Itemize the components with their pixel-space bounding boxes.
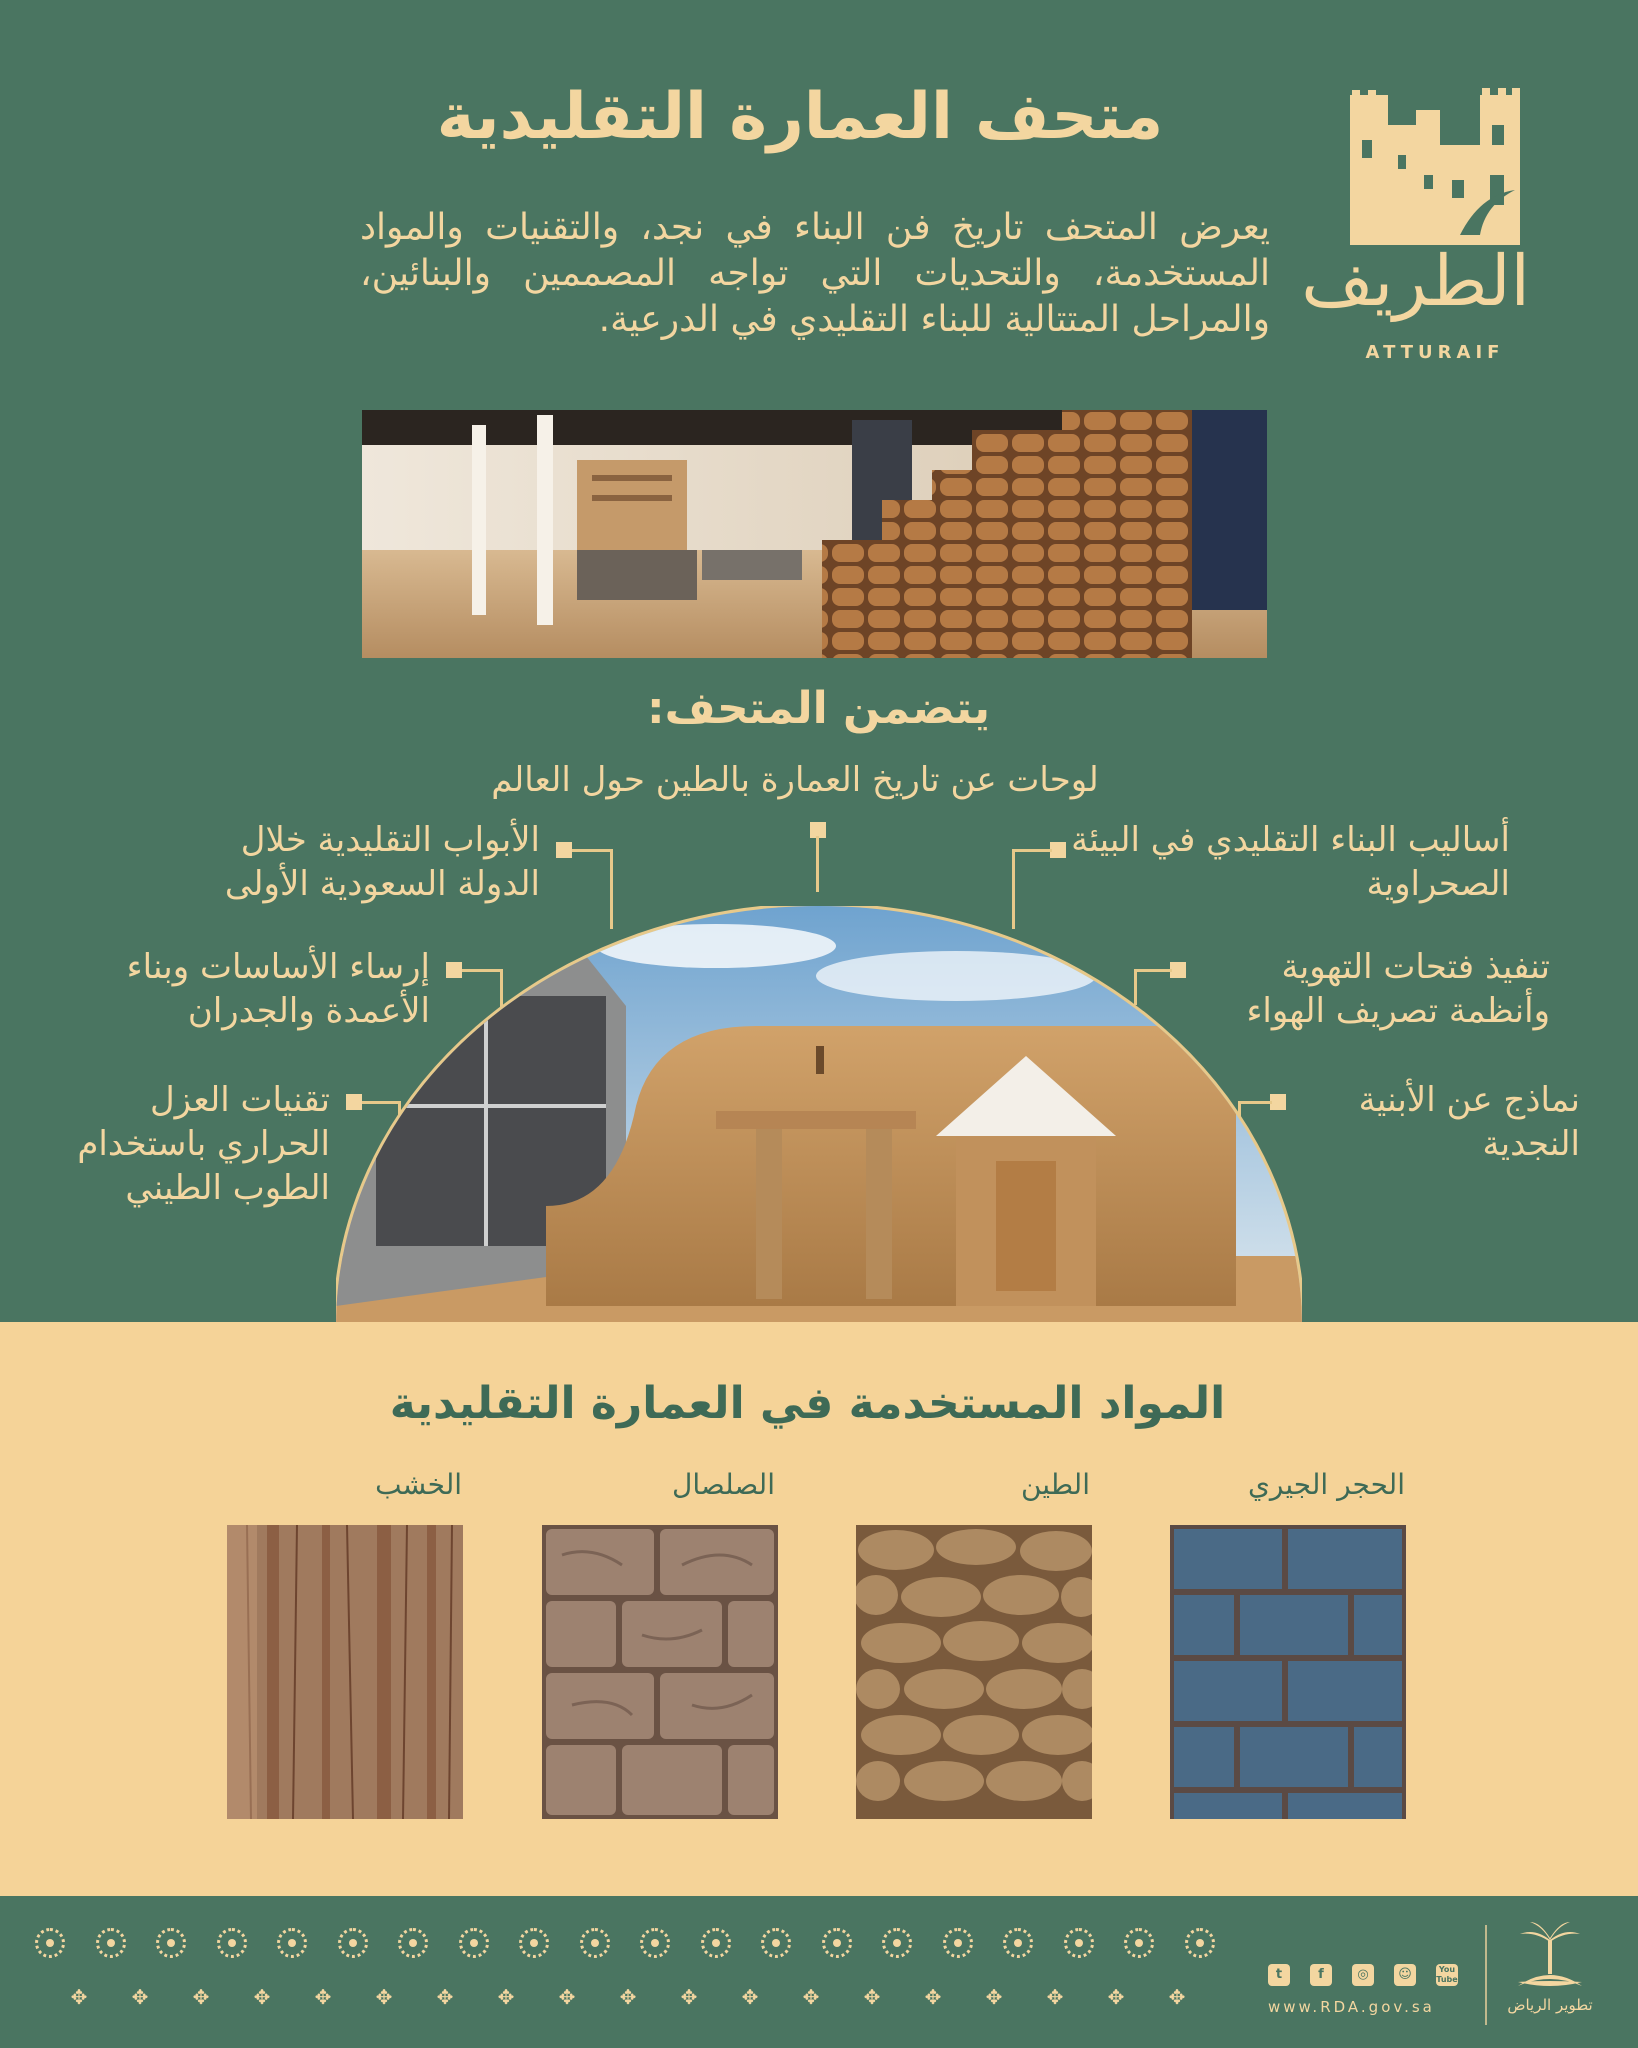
footer-pattern-row-1: [35, 1928, 1215, 1958]
diamond-icon: ✥: [192, 1985, 210, 2009]
material-label-limestone: الحجر الجيري: [1247, 1468, 1405, 1501]
feature-ventilation: تنفيذ فتحات التهوية وأنظمة تصريف الهواء: [1246, 947, 1550, 1031]
rosette-icon: [96, 1928, 126, 1958]
facebook-icon[interactable]: f: [1310, 1964, 1332, 1986]
diamond-icon: ✥: [1168, 1985, 1186, 2009]
rosette-icon: [519, 1928, 549, 1958]
rosette-icon: [398, 1928, 428, 1958]
feature-traditional-doors: الأبواب التقليدية خلال الدولة السعودية الأولى: [224, 820, 540, 904]
rosette-icon: [156, 1928, 186, 1958]
includes-heading: يتضمن المتحف:: [646, 683, 990, 734]
diamond-icon: ✥: [70, 1985, 88, 2009]
rda-name: تطوير الرياض: [1507, 1996, 1593, 2014]
clay-texture-icon: [542, 1525, 778, 1819]
rosette-icon: [338, 1928, 368, 1958]
rosette-icon: [822, 1928, 852, 1958]
rosette-icon: [640, 1928, 670, 1958]
rosette-icon: [35, 1928, 65, 1958]
rosette-icon: [701, 1928, 731, 1958]
instagram-icon[interactable]: ◎: [1352, 1964, 1374, 1986]
rosette-icon: [217, 1928, 247, 1958]
limestone-texture-icon: [1170, 1525, 1406, 1819]
rosette-icon: [882, 1928, 912, 1958]
diamond-icon: ✥: [314, 1985, 332, 2009]
feature-thermal-insulation: تقنيات العزل الحراري باستخدام الطوب الطيني: [77, 1080, 330, 1208]
diamond-icon: ✥: [1107, 1985, 1125, 2009]
intro-paragraph: يعرض المتحف تاريخ فن البناء في نجد، والتقنيات والمواد المستخدمة، والتحديات التي تواجه المصممين والبنائين، والمراحل المتتالية للبناء التقليدي في الدرعية.: [360, 207, 1270, 340]
connector-line: [1012, 849, 1052, 852]
feature-najdi-models: نماذج عن الأبنية النجدية: [1358, 1080, 1580, 1164]
footer-divider: [1485, 1925, 1487, 2025]
page-title: متحف العمارة التقليدية: [436, 80, 1164, 154]
material-label-wood: الخشب: [375, 1468, 462, 1501]
diamond-icon: ✥: [497, 1985, 515, 2009]
diamond-icon: ✥: [253, 1985, 271, 2009]
diamond-icon: ✥: [802, 1985, 820, 2009]
bullet-icon: [556, 842, 572, 858]
connector-line: [816, 836, 819, 892]
logo-arabic-text: الطريف: [1301, 240, 1530, 322]
twitter-icon[interactable]: t: [1268, 1964, 1290, 1986]
rosette-icon: [1185, 1928, 1215, 1958]
diamond-icon: ✥: [863, 1985, 881, 2009]
atturaif-logo-icon: [1301, 85, 1530, 365]
diamond-icon: ✥: [131, 1985, 149, 2009]
connector-line: [572, 849, 612, 852]
diamond-icon: ✥: [619, 1985, 637, 2009]
rosette-icon: [1124, 1928, 1154, 1958]
feature-foundations: إرساء الأساسات وبناء الأعمدة والجدران: [126, 947, 430, 1031]
rosette-icon: [761, 1928, 791, 1958]
footer-pattern-row-2: [68, 1986, 1188, 2008]
material-label-clay: الصلصال: [671, 1468, 775, 1501]
wood-texture-icon: [227, 1525, 463, 1819]
diamond-icon: ✥: [985, 1985, 1003, 2009]
rda-palm-swords-icon: [1510, 1920, 1590, 1992]
rosette-icon: [943, 1928, 973, 1958]
feature-clay-panels: لوحات عن تاريخ العمارة بالطين حول العالم: [491, 760, 1099, 800]
diamond-icon: ✥: [558, 1985, 576, 2009]
rosette-icon: [1064, 1928, 1094, 1958]
rosette-icon: [580, 1928, 610, 1958]
materials-heading: المواد المستخدمة في العمارة التقليدية: [389, 1378, 1226, 1429]
snapchat-icon[interactable]: ☺: [1394, 1964, 1416, 1986]
rosette-icon: [1003, 1928, 1033, 1958]
youtube-icon[interactable]: You Tube: [1436, 1965, 1458, 1984]
museum-interior-photo: [362, 410, 1267, 658]
material-label-mud: الطين: [1020, 1468, 1090, 1501]
bullet-icon: [1050, 842, 1066, 858]
courtyard-arch-photo: [336, 906, 1302, 1326]
diamond-icon: ✥: [680, 1985, 698, 2009]
rosette-icon: [459, 1928, 489, 1958]
mud-texture-icon: [856, 1525, 1092, 1819]
website-link[interactable]: www.RDA.gov.sa: [1268, 1998, 1435, 2016]
rosette-icon: [277, 1928, 307, 1958]
diamond-icon: ✥: [741, 1985, 759, 2009]
diamond-icon: ✥: [924, 1985, 942, 2009]
diamond-icon: ✥: [1046, 1985, 1064, 2009]
social-links: [1268, 1964, 1458, 1986]
logo-latin-text: ATTURAIF: [1365, 342, 1505, 363]
diamond-icon: ✥: [375, 1985, 393, 2009]
feature-desert-building: أساليب البناء التقليدي في البيئة الصحراوية: [1071, 820, 1510, 904]
diamond-icon: ✥: [436, 1985, 454, 2009]
